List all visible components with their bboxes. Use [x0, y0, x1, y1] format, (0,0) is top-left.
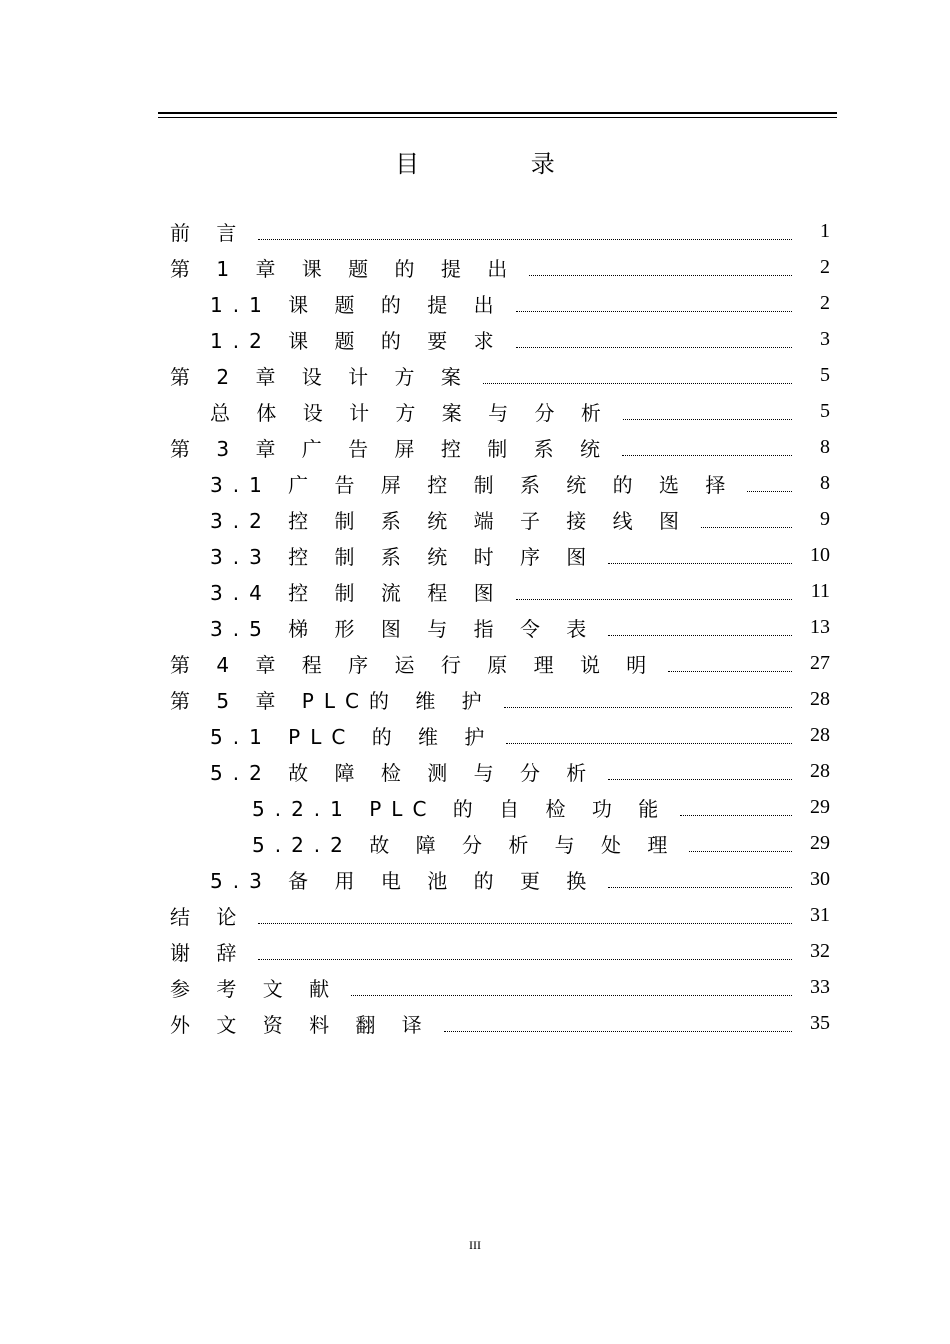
toc-entry[interactable]: [170, 933, 830, 969]
toc-entry[interactable]: [170, 1005, 830, 1041]
dot-leader: [516, 579, 792, 600]
toc-entry-title: 谢 辞: [170, 940, 247, 965]
toc-entry-title: 第 1 章 课 题 的 提 出: [170, 256, 518, 281]
toc-entry[interactable]: [170, 897, 830, 933]
dot-leader: [258, 219, 792, 240]
toc-entry-page: 2: [820, 255, 830, 278]
toc-entry[interactable]: [170, 249, 830, 285]
toc-entry-page: 2: [820, 291, 830, 314]
toc-entry-page: 29: [810, 831, 830, 854]
dot-leader: [506, 723, 792, 744]
toc-entry[interactable]: [170, 357, 830, 393]
toc-entry-page: 3: [820, 327, 830, 350]
toc-entry-page: 30: [810, 867, 830, 890]
toc-entry[interactable]: [170, 645, 830, 681]
toc-entry-title: 5.2.2 故 障 分 析 与 处 理: [252, 832, 678, 857]
toc-entry-title: 5.2 故 障 检 测 与 分 析: [210, 760, 597, 785]
toc-entry[interactable]: [170, 861, 830, 897]
toc-entry-title: 5.1 PLC 的 维 护: [210, 724, 495, 749]
table-of-contents: [170, 213, 830, 1041]
dot-leader: [689, 831, 792, 852]
toc-entry-title: 3.1 广 告 屏 控 制 系 统 的 选 择: [210, 472, 736, 497]
toc-entry-title: 总 体 设 计 方 案 与 分 析: [210, 400, 611, 425]
dot-leader: [747, 471, 792, 492]
toc-entry-page: 8: [820, 435, 830, 458]
dot-leader: [701, 507, 792, 528]
dot-leader: [623, 399, 792, 420]
dot-leader: [351, 975, 792, 996]
toc-entry-title: 前 言: [170, 220, 247, 245]
toc-entry-page: 13: [810, 615, 830, 638]
dot-leader: [504, 687, 792, 708]
toc-entry-title: 第 5 章 PLC的 维 护: [170, 688, 492, 713]
dot-leader: [444, 1011, 792, 1032]
dot-leader: [516, 327, 792, 348]
toc-entry[interactable]: [170, 465, 830, 501]
toc-entry[interactable]: [170, 537, 830, 573]
toc-entry-title: 3.2 控 制 系 统 端 子 接 线 图: [210, 508, 690, 533]
toc-entry-page: 32: [810, 939, 830, 962]
toc-entry-title: 第 4 章 程 序 运 行 原 理 说 明: [170, 652, 657, 677]
toc-entry-page: 10: [810, 543, 830, 566]
toc-entry-page: 27: [810, 651, 830, 674]
toc-entry-page: 9: [820, 507, 830, 530]
toc-entry-page: 29: [810, 795, 830, 818]
toc-entry-page: 31: [810, 903, 830, 926]
toc-entry-title: 5.3 备 用 电 池 的 更 换: [210, 868, 597, 893]
header-rule: [158, 112, 837, 118]
dot-leader: [668, 651, 792, 672]
toc-entry-page: 28: [810, 759, 830, 782]
dot-leader: [483, 363, 792, 384]
toc-entry-page: 33: [810, 975, 830, 998]
toc-entry-page: 35: [810, 1011, 830, 1034]
toc-entry-title: 结 论: [170, 904, 247, 929]
toc-entry[interactable]: [170, 573, 830, 609]
dot-leader: [258, 939, 792, 960]
toc-entry[interactable]: [170, 753, 830, 789]
toc-entry-page: 1: [820, 219, 830, 242]
toc-entry-page: 5: [820, 363, 830, 386]
toc-entry-title: 1.2 课 题 的 要 求: [210, 328, 504, 353]
toc-entry[interactable]: [170, 213, 830, 249]
toc-entry-title: 参 考 文 献: [170, 976, 340, 1001]
toc-entry[interactable]: [170, 285, 830, 321]
toc-entry[interactable]: [170, 609, 830, 645]
toc-entry-title: 第 3 章 广 告 屏 控 制 系 统: [170, 436, 610, 461]
toc-entry[interactable]: [170, 789, 830, 825]
toc-entry[interactable]: [170, 825, 830, 861]
dot-leader: [258, 903, 792, 924]
toc-entry-title: 3.4 控 制 流 程 图: [210, 580, 504, 605]
toc-entry-title: 5.2.1 PLC 的 自 检 功 能: [252, 796, 669, 821]
page-number-footer: III: [469, 1238, 481, 1252]
toc-entry[interactable]: [170, 969, 830, 1005]
toc-entry[interactable]: [170, 393, 830, 429]
toc-entry-title: 3.3 控 制 系 统 时 序 图: [210, 544, 597, 569]
toc-entry-page: 11: [810, 579, 830, 602]
toc-title: 目 录: [395, 150, 607, 178]
toc-entry[interactable]: [170, 429, 830, 465]
dot-leader: [622, 435, 792, 456]
toc-entry-page: 8: [820, 471, 830, 494]
toc-entry-title: 1.1 课 题 的 提 出: [210, 292, 504, 317]
toc-entry-page: 5: [820, 399, 830, 422]
toc-entry[interactable]: [170, 321, 830, 357]
toc-entry[interactable]: [170, 681, 830, 717]
toc-entry-page: 28: [810, 687, 830, 710]
dot-leader: [680, 795, 792, 816]
toc-entry-title: 3.5 梯 形 图 与 指 令 表: [210, 616, 597, 641]
dot-leader: [529, 255, 792, 276]
toc-entry-page: 28: [810, 723, 830, 746]
dot-leader: [608, 867, 792, 888]
toc-entry-title: 第 2 章 设 计 方 案: [170, 364, 471, 389]
dot-leader: [608, 543, 792, 564]
toc-entry[interactable]: [170, 501, 830, 537]
dot-leader: [608, 615, 792, 636]
toc-entry-title: 外 文 资 料 翻 译: [170, 1012, 432, 1037]
dot-leader: [516, 291, 792, 312]
dot-leader: [608, 759, 792, 780]
toc-entry[interactable]: [170, 717, 830, 753]
